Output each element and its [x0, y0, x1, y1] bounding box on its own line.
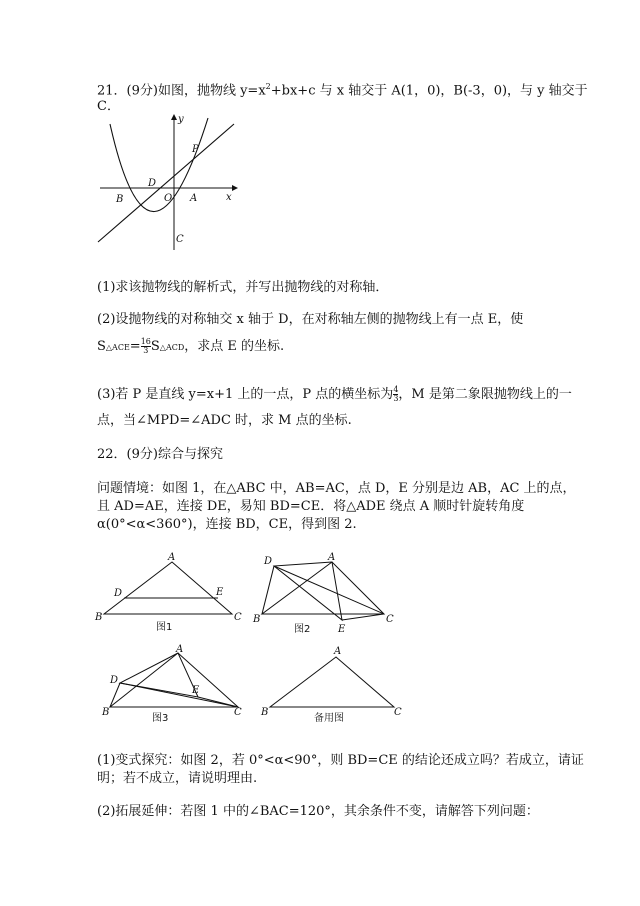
fig1-triangle-ABC	[104, 562, 232, 614]
q21-part2-line1: (2)设抛物线的对称轴交 x 轴于 D，在对称轴左侧的抛物线上有一点 E，使	[97, 312, 524, 327]
q21-intro-line1: 21．(9分)如图，抛物线 $y=x^2+bx+c$ 与 x 轴交于 A(1，0)，B(-3，0)，与 y 轴交于	[97, 82, 588, 99]
fig1-label-E: E	[216, 587, 224, 598]
fraction-16-3: $\frac{16}{3}$	[140, 337, 151, 355]
fig4-caption: 备用图	[314, 713, 344, 724]
q21-intro-line2: C．	[97, 99, 120, 114]
fig2-label-A: A	[328, 552, 336, 563]
fig4-label-A: A	[334, 646, 342, 657]
q22-desc-line3: α(0°<α<360°)，连接 BD，CE，得到图 2.	[97, 517, 357, 532]
x-axis-arrow-icon	[232, 185, 238, 191]
fig3-label-D: D	[110, 675, 119, 686]
q21-part2-line2: S△ACE= $\frac{16}{3}$ S△ACD，求点 E 的坐标.	[97, 337, 285, 355]
fig2-label-D: D	[264, 556, 273, 567]
label-O: O	[164, 193, 173, 204]
fig2-label-C: C	[386, 614, 394, 625]
q22-part1-line2: 明；若不成立，请说明理由.	[97, 771, 258, 786]
fig4-triangle-ABC	[270, 657, 394, 707]
fig3-label-E: E	[192, 685, 200, 696]
fig2-label-B: B	[253, 614, 261, 625]
fig1-label-A: A	[168, 552, 176, 563]
label-A: A	[190, 193, 198, 204]
q22-desc-line2: 且 AD=AE，连接 DE，易知 BD=CE．将△ADE 绕点 A 顺时针旋转角度	[97, 499, 525, 514]
fig2-segment-DC	[274, 566, 384, 614]
q21-part1: (1)求该抛物线的解析式，并写出抛物线的对称轴．	[97, 280, 389, 295]
fig3-label-B: B	[102, 707, 110, 718]
q21-part3-line2: 点，当∠MPD=∠ADC 时，求 M 点的坐标.	[97, 413, 352, 428]
fig3-label-C: C	[234, 707, 242, 718]
q22-title: 22．(9分)综合与探究	[97, 447, 223, 462]
q21-part3-line1: (3)若 P 是直线 y=x+1 上的一点，P 点的横坐标为 $\frac{4}{3}$ ，M 是第二象限抛物线上的一	[97, 385, 572, 403]
label-y: y	[178, 114, 184, 125]
fig3-segment-DC	[120, 683, 238, 707]
fig4-label-B: B	[261, 707, 269, 718]
q22-part2-line1: (2)拓展延伸：若图 1 中的∠BAC=120°，其余条件不变，请解答下列问题：	[97, 804, 539, 819]
q22-figure1	[94, 552, 244, 634]
fig2-label-E: E	[338, 624, 346, 635]
label-B: B	[116, 194, 124, 205]
q22-figure3	[98, 645, 248, 727]
fig3-label-A: A	[176, 644, 184, 655]
fig2-segment-CE	[342, 614, 384, 620]
q22-figure4	[256, 645, 406, 727]
fig3-caption: 图3	[152, 713, 169, 724]
label-P: P	[192, 144, 199, 155]
q22-part1-line1: (1)变式探究：如图 2，若 0°<α<90°，则 BD=CE 的结论还成立吗？若成立，请证	[97, 753, 584, 768]
fig4-label-C: C	[394, 707, 402, 718]
label-C: C	[176, 234, 184, 245]
label-D: D	[148, 178, 157, 189]
label-x: x	[226, 192, 232, 203]
fig2-caption: 图2	[294, 624, 311, 635]
fig1-caption: 图1	[156, 622, 173, 633]
fraction-4-3: $\frac{4}{3}$	[393, 385, 399, 403]
fig3-triangle-ABC	[110, 653, 238, 707]
q21-figure	[92, 112, 242, 252]
line-y-x-plus-1	[98, 124, 234, 242]
q22-desc-line1: 问题情境：如图 1，在△ABC 中，AB=AC，点 D，E 分别是边 AB，AC 上的点，	[97, 481, 576, 496]
fig1-label-D: D	[114, 588, 123, 599]
fig1-label-C: C	[234, 612, 242, 623]
fig1-label-B: B	[95, 612, 103, 623]
y-axis-arrow-icon	[171, 114, 177, 120]
q22-figure2	[252, 552, 402, 642]
